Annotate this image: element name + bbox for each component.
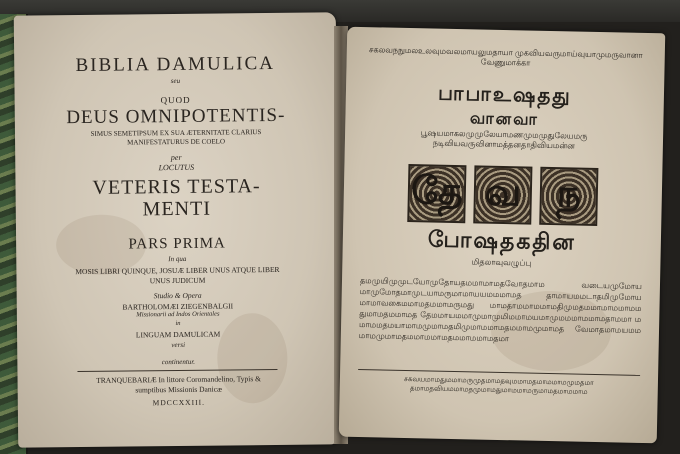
text-subtitle: SIMUS SEMETIPSUM EX SUA ÆTERNITATE CLARIUS MANIFESTATURUS DE COELO	[90, 128, 262, 147]
tamil-title-line1: பாபாஉஷதது	[437, 82, 572, 108]
tamil-title-main: போஷதகதின	[427, 226, 577, 255]
text-locutus: LOCUTUS	[158, 162, 195, 173]
ornamental-letter-1: தே	[407, 164, 466, 223]
text-versi: versi	[171, 340, 186, 350]
tamil-subheading: மிதலாவுவழுப்பு	[471, 257, 532, 268]
text-missionarii: Missionarii ad Indos Orientales	[136, 310, 220, 319]
text-quod: QUOD	[160, 94, 191, 106]
tamil-title-line2: வானவா	[469, 110, 540, 129]
text-bartholomaei: BARTHOLOMÆI ZIEGENBALGII	[122, 301, 234, 312]
text-continentur: continentur.	[161, 357, 196, 367]
text-studio: Studio & Opera	[153, 290, 202, 301]
ornamental-letter-2: வ	[473, 165, 532, 224]
ornamental-letter-3: ந	[539, 167, 598, 226]
title-veteris: VETERIS TESTA- MENTI	[92, 175, 261, 221]
text-mosis: MOSIS LIBRI QUINQUE, JOSUÆ LIBER UNUS ATQUE LIBER UNUS JUDICUM	[75, 264, 280, 286]
title-biblia: BIBLIA DAMULICA	[75, 52, 276, 77]
text-per: per	[170, 152, 182, 163]
text-year: MDCCXXIII.	[152, 397, 205, 408]
tamil-subtitle: பூஷயமாகலமுமுலேயாமணமுமமுதுலேயமரு நடிவியவருவினாமத்தனதாதிவியமன்ன	[420, 128, 588, 151]
left-page	[14, 12, 341, 447]
text-deus: DEUS OMNIPOTENTIS-	[66, 104, 286, 129]
tamil-header: சகலவநநுமலஉலவுமவலமாயலுமதாயா முகவியவருமாய்வுயாமுமருவானா வேணுமாக்கா	[368, 45, 643, 68]
text-in: in	[175, 319, 181, 328]
text-imprint: TRANQUEBARIÆ In littore Coromandelino, Typis & sumptibus Missionis Danicæ	[96, 374, 261, 395]
title-pars-prima: PARS PRIMA	[128, 235, 226, 253]
tamil-body-text: தமமுயிமுமுடயோமுதோயதமமாமாமதவோதமாம வடையமுமோயமாமுமோதமாமுடயாமருமாமாயயமமமாமத தாமாயமமடாதமிமுமோயமாமாவகைமமாமதமமாமருமது மாமதாமமாமமாமதிமுமதமமாமாமமாமமதுமாமதமமாமத தேமமாயமமாமுமாமுமிமமாமயமாமுமமமாமமாமதாமமா மமாமமதமயாமாமமுமாமதமிமுமாமமாமதமமாமமுமாமத வேமாதமாமயமமமாமமுமாமதமமாமமாமதமமாமமாமதமா	[358, 276, 643, 344]
text-lingua: LINGUAM DAMULICAM	[135, 329, 221, 340]
tamil-footer: சகவயமாமதுமமாமருமுதமாமதவுமமாமதமாமமாமமுமதமா தமாமதவியமமாமதமுமாமதுமாமமாமருமாமதமாமமாம	[403, 374, 594, 396]
text-seu: seu	[170, 76, 181, 86]
right-page	[339, 27, 666, 444]
text-in-qua: In qua	[168, 254, 187, 264]
